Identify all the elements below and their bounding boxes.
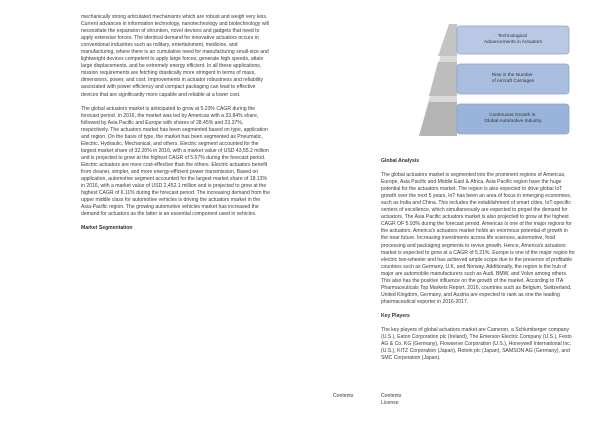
footer-link-license[interactable]: License <box>381 400 399 406</box>
pyramid-top-tier-side <box>438 24 457 56</box>
market-overview-paragraph: The global actuators market is anticipated to grow at 5.23% CAGR during the forecast period. In 2016, the market was led by Americas with a 33.84% share, followed by Asia Pacific and Europe with shares of 28.45% and 23.37%, respectively. The actuators market has been segmented based on type, application and region. On the basis of type, the market has been segmented as Pneumatic, Electric, Hydraulic, Mechanical, and others. Electric segment accounted for the largest market share of 32.20% in 2016, with a market value of USD 43,55.2 million and is projected to grow at the highest CAGR of 5.67% during the forecast period. Electric actuators are more cost-effective than the others. Electric actuators benefit from cleaner, simpler, and more energy-efficient power transmission. Based on application, automotive segment accounted for the largest market share of 18.13% in 2016, with a market value of USD 2,452.1 million and is projected to grow at the highest CAGR of 6.11% during the forecast period. The increasing demand from the upper middle class for automotive vehicles is driving the actuators market in the Asia-Pacific region. The growing automotive vehicles market has increased the demand for actuators as the latter is an essential component used in vehicles. <box>81 105 270 218</box>
pyramid-middle-tier-side <box>429 62 457 96</box>
left-column <box>81 14 271 239</box>
footer-link-contents[interactable]: Contents <box>381 393 402 399</box>
market-segmentation-heading: Market Segmentation <box>81 225 133 232</box>
global-analysis-paragraph: The global actuators market is segmented into the prominent regions of Americas, Europe, Asia Pacific and Middle East & Africa. Asia Pacific region have the huge potential for the actuators market. The region is also expected to drive global IoT growth over the next 5 years, IoT has been an area of focus in emerging economies, such as India and China. This includes the establishment of smart cities, IoT-specific centers of excellence, which simultaneously are expected to propel the demand for actuators. The Asia Pacific actuators market is also projected to grow at the highest CAGR OF 5.93% during the forecast period. Americas is one of the major regions for the actuators. America's actuators market holds an enormous potential of growth in the near future. Increasing investments across life sciences, automotive, food processing and packaging segments to revive growth. Hence, America's actuators market is expected to grow at a CAGR of 5.21%. Europe is one of the major region for electric two-wheeler and has achieved ample scope due to the presence of profitable countries such as Germany, U.K, and Norway. Additionally, the region is the hub of major are automobile manufacturers such as Audi, BMW, and Volvo among others. This also has the positive influence on the growth of the market. According to ITA Pharmaceuticals Top Markets Report, 2016, countries such as Belgium, Switzerland, United Kingdom, Germany, and Austria are expected to rank as one the leading pharmaceutical exporter in 2016-2017. <box>381 172 575 305</box>
global-analysis-heading: Global Analysis <box>381 158 420 164</box>
pyramid-bottom-label: Continuous Growth in Global Automotive Industry <box>484 113 542 124</box>
key-players-heading: Key Players <box>381 312 410 319</box>
pyramid-top-label: Technological Advancements in Actuators <box>483 34 543 45</box>
pyramid-middle-label: Rise in the Number of Aircraft Carriages <box>491 73 535 84</box>
key-players-paragraph: The key players of global actuators market are Cameron, a Schlumberger company (U.S.), Eaton Corporation plc (Ireland), The Emerson Electric Company (U.S.), Festo AG & Co. KG (Germany), Flowserve Corporation (U.S.), Honeywell International Inc. (U.S.), KITZ Corporation (Japan), Rotork plc (Japan), SAMSON AG (Germany), and SMC Corporation (Japan). <box>381 326 572 362</box>
pyramid-bottom-tier-side <box>419 102 457 136</box>
footer-contents-label: Contents <box>333 393 354 399</box>
market-drivers-pyramid <box>419 24 571 136</box>
right-column <box>381 158 576 369</box>
intro-paragraph: mechanically strong articulated mechanisms which are robust and weigh very less. Current advances in information technology, nanotechnology and biotechnology will necessitate the expansion of shrunken, novel devices and gadgets that need to apply extensive forces. The identical demand for innovative actuators occurs in conventional industries such as military, entertainment, medicine, and manufacturing, where there is an cumulative need for manufacturing small-size and lightweight devices competent to apply large forces, generate high speeds, attain large displacements, and be extremely energy efficient. In all these applications, mission requirements are fetching drastically more stringent in terms of mass, dimensions, power, and cost. Improvements in actuator robustness and reliability associated with power efficiency and compact packaging can lead to effective devices that are significantly more capable and reliable at a lower cost. <box>81 14 269 98</box>
